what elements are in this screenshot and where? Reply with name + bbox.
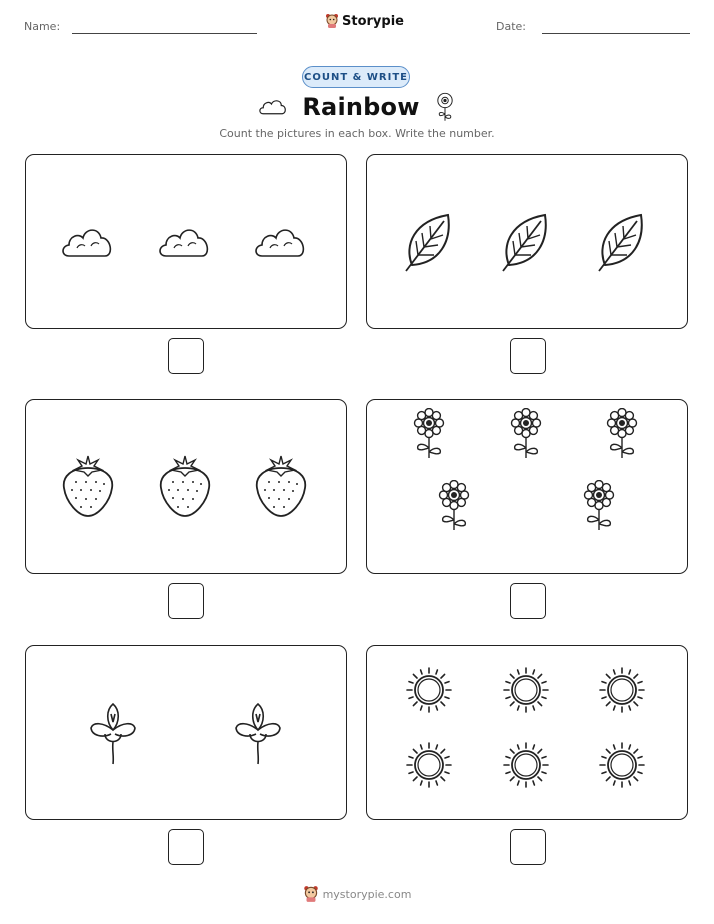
footer	[0, 885, 714, 903]
cloud-icon	[258, 97, 288, 117]
sun-icon	[405, 741, 453, 793]
page-title: Rainbow	[302, 93, 420, 121]
title-row	[0, 92, 714, 122]
storypie-mascot-icon	[303, 885, 319, 903]
sunflower-icon	[412, 408, 446, 464]
name-label: Name:	[24, 20, 61, 33]
answer-box-suns[interactable]	[510, 829, 546, 865]
brand-logo	[325, 13, 404, 29]
answer-box-clouds[interactable]	[168, 338, 204, 374]
sunflower-icon	[437, 480, 471, 536]
answer-box-strawberries[interactable]	[168, 583, 204, 619]
cloud-icon	[156, 222, 214, 266]
date-label: Date:	[496, 20, 526, 33]
instructions: Count the pictures in each box. Write the number.	[219, 127, 495, 140]
sunflower-icon	[605, 408, 639, 464]
leaf-icon	[501, 211, 551, 277]
answer-box-iris[interactable]	[168, 829, 204, 865]
cloud-icon	[59, 222, 117, 266]
brand-name: Storypie	[342, 13, 404, 29]
storypie-mascot-icon	[325, 13, 339, 29]
sunflower-icon	[434, 92, 456, 122]
sunflower-icon	[509, 408, 543, 464]
sun-icon	[502, 741, 550, 793]
answer-box-leaves[interactable]	[510, 338, 546, 374]
leaf-icon	[404, 211, 454, 277]
iris-flower-icon	[89, 700, 137, 770]
leaf-icon	[597, 211, 647, 277]
name-line[interactable]	[72, 33, 257, 34]
sunflower-icon	[582, 480, 616, 536]
counting-panel-iris	[25, 645, 347, 820]
answer-box-sunflowers[interactable]	[510, 583, 546, 619]
strawberry-icon	[253, 454, 309, 524]
sun-icon	[405, 666, 453, 718]
activity-badge: COUNT & WRITE	[302, 66, 410, 88]
footer-site: mystorypie.com	[322, 887, 412, 901]
strawberry-icon	[157, 454, 213, 524]
sun-icon	[598, 666, 646, 718]
iris-flower-icon	[234, 700, 282, 770]
sun-icon	[598, 741, 646, 793]
sun-icon	[502, 666, 550, 718]
date-line[interactable]	[542, 33, 690, 34]
strawberry-icon	[60, 454, 116, 524]
cloud-icon	[252, 222, 310, 266]
